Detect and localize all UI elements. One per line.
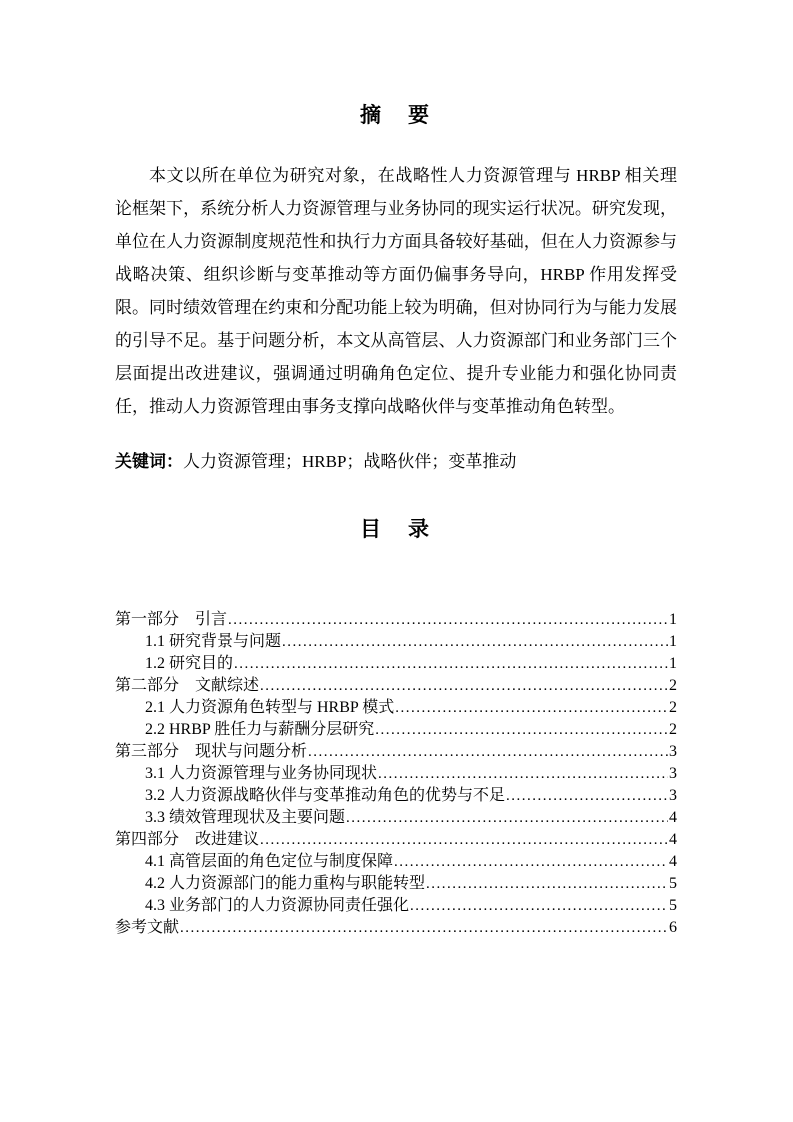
keywords-line: [115, 451, 677, 473]
abstract-title: 摘 要: [360, 103, 432, 127]
toc-entry: [115, 719, 677, 741]
toc-entry: [115, 807, 677, 829]
toc-entry: [115, 763, 677, 785]
toc-page-number: 2: [669, 677, 677, 694]
toc-page-number: 4: [669, 831, 677, 848]
abstract-paragraph: 本文以所在单位为研究对象，在战略性人力资源管理与 HRBP 相关理论框架下，系统分析人力资源管理与业务协同的现实运行状况。研究发现，单位在人力资源制度规范性和执行力方面具备较好基础，但在人力资源参与战略决策、组织诊断与变革推动等方面仍偏事务导向，HRBP 作用发挥受限。同时绩效管理在约束和分配功能上较为明确，但对协同行为与能力发展的引导不足。基于问题分析，本文从高管层、人力资源部门和业务部门三个层面提出改进建议，强调通过明确角色定位、提升专业能力和强化协同责任，推动人力资源管理由事务支撑向战略伙伴与变革推动角色转型。: [115, 166, 677, 416]
toc-page-number: 2: [669, 699, 677, 716]
toc-entry: [115, 741, 677, 763]
table-of-contents: [115, 609, 677, 939]
toc-dot-leader: [234, 653, 668, 675]
toc-entry: [115, 895, 677, 917]
toc-entry-label: 4.1 高管层面的角色定位与制度保障: [145, 853, 394, 870]
toc-entry: [115, 653, 677, 675]
toc-entry-label: 2.1 人力资源角色转型与 HRBP 模式: [145, 699, 395, 716]
toc-page-number: 5: [669, 875, 677, 892]
toc-entry-label: 1.1 研究背景与问题: [145, 633, 282, 650]
toc-dot-leader: [180, 917, 668, 939]
toc-entry-label: 第一部分 引言: [115, 611, 228, 628]
toc-entry: [115, 697, 677, 719]
toc-dot-leader: [506, 785, 668, 807]
toc-dot-leader: [260, 675, 668, 697]
toc-dot-leader: [395, 697, 668, 719]
toc-title: 目 录: [360, 517, 432, 541]
toc-page-number: 1: [669, 611, 677, 628]
toc-dot-leader: [308, 741, 668, 763]
toc-page-number: 3: [669, 743, 677, 760]
toc-entry-label: 第三部分 现状与问题分析: [115, 743, 308, 760]
toc-entry-label: 3.3 绩效管理现状及主要问题: [145, 809, 346, 826]
toc-dot-leader: [394, 851, 668, 873]
toc-entry: [115, 631, 677, 653]
keywords-label: 关键词：: [115, 452, 183, 471]
toc-entry: [115, 609, 677, 631]
toc-entry-label: 参考文献: [115, 919, 180, 936]
toc-dot-leader: [228, 609, 668, 631]
toc-entry-label: 第四部分 改进建议: [115, 831, 260, 848]
toc-page-number: 4: [669, 809, 677, 826]
toc-page-number: 6: [669, 919, 677, 936]
toc-entry: [115, 851, 677, 873]
toc-page-number: 3: [669, 787, 677, 804]
toc-entry: [115, 873, 677, 895]
toc-entry: [115, 675, 677, 697]
toc-page-number: 1: [669, 633, 677, 650]
toc-page-number: 1: [669, 655, 677, 672]
toc-entry: [115, 829, 677, 851]
toc-dot-leader: [375, 719, 668, 741]
toc-dot-leader: [260, 829, 668, 851]
toc-dot-leader: [410, 895, 668, 917]
toc-entry-label: 3.1 人力资源管理与业务协同现状: [145, 765, 378, 782]
toc-dot-leader: [378, 763, 668, 785]
toc-entry: [115, 785, 677, 807]
toc-entry-label: 2.2 HRBP 胜任力与薪酬分层研究: [145, 721, 375, 738]
keywords-text: 人力资源管理；HRBP；战略伙伴；变革推动: [183, 452, 517, 471]
toc-entry-label: 4.3 业务部门的人力资源协同责任强化: [145, 897, 410, 914]
toc-entry: [115, 917, 677, 939]
toc-dot-leader: [346, 807, 668, 829]
toc-entry-label: 1.2 研究目的: [145, 655, 234, 672]
toc-page-number: 5: [669, 897, 677, 914]
toc-entry-label: 第二部分 文献综述: [115, 677, 260, 694]
toc-dot-leader: [282, 631, 668, 653]
toc-page-number: 4: [669, 853, 677, 870]
toc-entry-label: 3.2 人力资源战略伙伴与变革推动角色的优势与不足: [145, 787, 506, 804]
toc-entry-label: 4.2 人力资源部门的能力重构与职能转型: [145, 875, 426, 892]
toc-dot-leader: [426, 873, 668, 895]
toc-page-number: 3: [669, 765, 677, 782]
toc-page-number: 2: [669, 721, 677, 738]
